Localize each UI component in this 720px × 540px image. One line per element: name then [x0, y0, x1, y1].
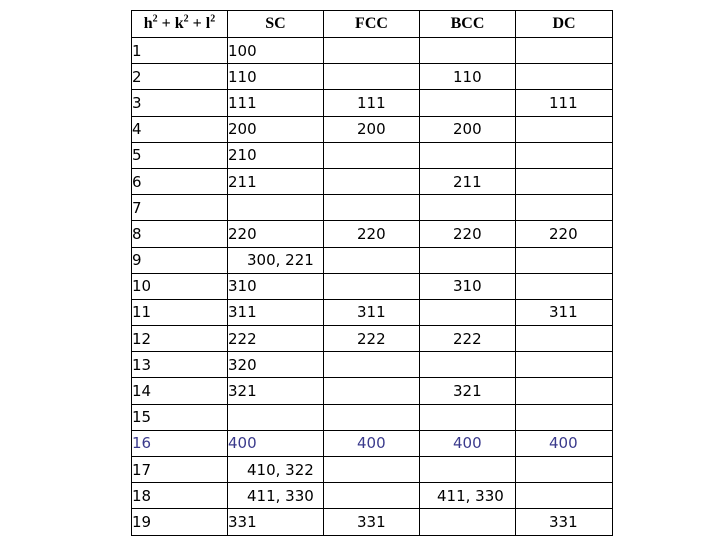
- cell-dc: [516, 247, 613, 273]
- cell-sc: 300, 221: [228, 247, 324, 273]
- cell-fcc: [324, 404, 420, 430]
- cell-dc: 220: [516, 221, 613, 247]
- cell-fcc: [324, 64, 420, 90]
- cell-hkl-sum: 1: [132, 38, 228, 64]
- cell-dc: [516, 378, 613, 404]
- cell-fcc: 222: [324, 326, 420, 352]
- cell-hkl-sum: 4: [132, 116, 228, 142]
- cell-fcc: [324, 457, 420, 483]
- cell-dc: 111: [516, 90, 613, 116]
- cell-dc: [516, 457, 613, 483]
- cell-sc: 210: [228, 142, 324, 168]
- cell-bcc: 310: [420, 273, 516, 299]
- cell-sc: 321: [228, 378, 324, 404]
- cell-sc: 100: [228, 38, 324, 64]
- cell-sc: 311: [228, 299, 324, 325]
- cell-bcc: [420, 195, 516, 221]
- table-row: [132, 378, 613, 404]
- cell-fcc: 220: [324, 221, 420, 247]
- cell-hkl-sum: 14: [132, 378, 228, 404]
- cell-sc: 111: [228, 90, 324, 116]
- cell-fcc: 111: [324, 90, 420, 116]
- cell-fcc: 311: [324, 299, 420, 325]
- cell-fcc: [324, 38, 420, 64]
- table-row: [132, 457, 613, 483]
- table-row: [132, 168, 613, 194]
- cell-hkl-sum: 15: [132, 404, 228, 430]
- table-row: [132, 299, 613, 325]
- header-sc: SC: [228, 11, 324, 38]
- cell-bcc: 200: [420, 116, 516, 142]
- cell-sc: [228, 195, 324, 221]
- cell-bcc: [420, 404, 516, 430]
- cell-sc: 411, 330: [228, 483, 324, 509]
- table-body: [132, 38, 613, 536]
- cell-sc: 331: [228, 509, 324, 535]
- cell-sc: 310: [228, 273, 324, 299]
- cell-dc: [516, 195, 613, 221]
- cell-bcc: 400: [420, 430, 516, 456]
- cell-hkl-sum: 3: [132, 90, 228, 116]
- cell-sc: [228, 404, 324, 430]
- miller-indices-table: [131, 10, 613, 536]
- table-row: [132, 195, 613, 221]
- cell-bcc: 220: [420, 221, 516, 247]
- cell-dc: 331: [516, 509, 613, 535]
- header-hkl-sum: $h^2 + k^2 + l^2$: [132, 11, 228, 38]
- cell-sc: 220: [228, 221, 324, 247]
- cell-sc: 222: [228, 326, 324, 352]
- cell-hkl-sum: 18: [132, 483, 228, 509]
- table-row: [132, 404, 613, 430]
- cell-fcc: [324, 247, 420, 273]
- cell-bcc: [420, 38, 516, 64]
- cell-dc: [516, 116, 613, 142]
- cell-bcc: [420, 247, 516, 273]
- cell-sc: 211: [228, 168, 324, 194]
- cell-hkl-sum: 2: [132, 64, 228, 90]
- cell-dc: [516, 38, 613, 64]
- cell-dc: 311: [516, 299, 613, 325]
- cell-bcc: 110: [420, 64, 516, 90]
- cell-fcc: [324, 483, 420, 509]
- header-row: [132, 11, 613, 38]
- cell-hkl-sum: 10: [132, 273, 228, 299]
- cell-bcc: [420, 142, 516, 168]
- cell-hkl-sum: 7: [132, 195, 228, 221]
- cell-dc: 400: [516, 430, 613, 456]
- cell-hkl-sum: 9: [132, 247, 228, 273]
- table-row: [132, 247, 613, 273]
- cell-hkl-sum: 8: [132, 221, 228, 247]
- cell-bcc: [420, 352, 516, 378]
- table-row: [132, 430, 613, 456]
- cell-hkl-sum: 11: [132, 299, 228, 325]
- table-row: [132, 64, 613, 90]
- table-row: [132, 38, 613, 64]
- cell-fcc: [324, 142, 420, 168]
- cell-bcc: [420, 509, 516, 535]
- table-row: [132, 509, 613, 535]
- cell-hkl-sum: 16: [132, 430, 228, 456]
- cell-bcc: 222: [420, 326, 516, 352]
- table-row: [132, 90, 613, 116]
- cell-dc: [516, 404, 613, 430]
- cell-sc: 320: [228, 352, 324, 378]
- cell-bcc: 211: [420, 168, 516, 194]
- table-row: [132, 116, 613, 142]
- cell-dc: [516, 273, 613, 299]
- cell-hkl-sum: 5: [132, 142, 228, 168]
- cell-dc: [516, 64, 613, 90]
- cell-hkl-sum: 12: [132, 326, 228, 352]
- cell-sc: 200: [228, 116, 324, 142]
- header-dc: DC: [516, 11, 613, 38]
- cell-fcc: 331: [324, 509, 420, 535]
- cell-bcc: 411, 330: [420, 483, 516, 509]
- cell-dc: [516, 326, 613, 352]
- cell-fcc: 200: [324, 116, 420, 142]
- cell-fcc: 400: [324, 430, 420, 456]
- table-row: [132, 273, 613, 299]
- header-bcc: BCC: [420, 11, 516, 38]
- cell-bcc: [420, 299, 516, 325]
- cell-bcc: [420, 457, 516, 483]
- cell-dc: [516, 168, 613, 194]
- cell-hkl-sum: 13: [132, 352, 228, 378]
- cell-sc: 400: [228, 430, 324, 456]
- cell-fcc: [324, 378, 420, 404]
- cell-bcc: [420, 90, 516, 116]
- cell-hkl-sum: 17: [132, 457, 228, 483]
- table-row: [132, 352, 613, 378]
- cell-fcc: [324, 168, 420, 194]
- cell-fcc: [324, 352, 420, 378]
- cell-bcc: 321: [420, 378, 516, 404]
- cell-hkl-sum: 6: [132, 168, 228, 194]
- cell-sc: 410, 322: [228, 457, 324, 483]
- table-row: [132, 221, 613, 247]
- table-row: [132, 142, 613, 168]
- cell-dc: [516, 142, 613, 168]
- cell-dc: [516, 483, 613, 509]
- header-fcc: FCC: [324, 11, 420, 38]
- cell-fcc: [324, 273, 420, 299]
- table-row: [132, 326, 613, 352]
- cell-fcc: [324, 195, 420, 221]
- cell-hkl-sum: 19: [132, 509, 228, 535]
- cell-sc: 110: [228, 64, 324, 90]
- cell-dc: [516, 352, 613, 378]
- table-row: [132, 483, 613, 509]
